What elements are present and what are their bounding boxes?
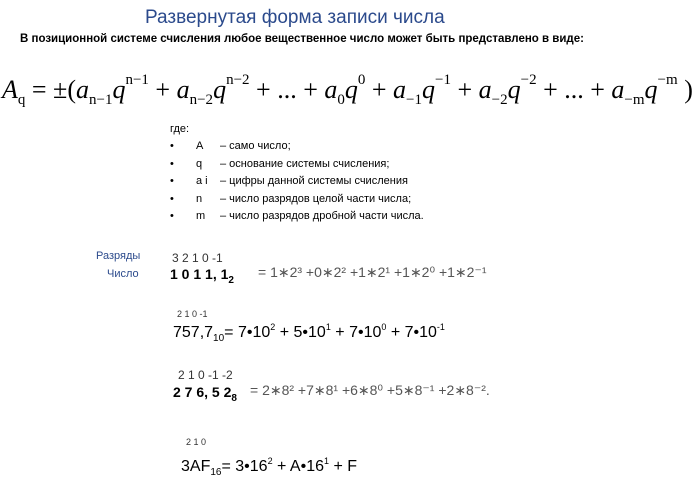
number-label: Число	[107, 268, 139, 280]
page-title: Развернутая форма записи числа	[145, 7, 445, 28]
hex-expansion: $3AF_{16}=$ $3•16^2$ + $A•16^1 + F$	[181, 456, 358, 478]
decimal-ranks: 2 1 0 -1	[177, 309, 208, 319]
octal-number: 2 7 6, 5 $2_8$	[173, 384, 237, 404]
octal-ranks: 2 1 0 -1 -2	[178, 368, 233, 382]
where-label: где:	[170, 123, 190, 135]
octal-expansion: = 2∗8² +7∗8¹ +6∗8⁰ +5∗8⁻¹ +2∗8⁻².	[250, 382, 490, 398]
decimal-expansion: $757,7_{10}=$ $7•10^2$ + $5•10^1$ + $7•10^0$ + $7•10^{-1}$	[173, 322, 445, 344]
general-formula: $A_q = \pm(a_{n-1}q^{n-1} + a_{n-2}q^{n-2}$ + ... + $a_0q^0 + a_{-1}q^{-1} + a_{-2}q^{-2}$ + ... + $a_{-m}q^{-m}$ )	[2, 72, 693, 108]
binary-number: 1 0 1 1, $1_2$	[170, 266, 234, 286]
formula-lhs: A	[2, 75, 18, 104]
binary-ranks: 3 2 1 0 -1	[172, 251, 223, 265]
binary-expansion: = 1∗2³ +0∗2² +1∗2¹ +1∗2⁰ +1∗2⁻¹	[258, 264, 487, 280]
hex-ranks: 2 1 0	[186, 437, 207, 447]
ranks-label: Разряды	[96, 250, 141, 262]
intro-text: В позиционной системе счисления любое вещественное число может быть представлено в виде:	[20, 33, 584, 45]
